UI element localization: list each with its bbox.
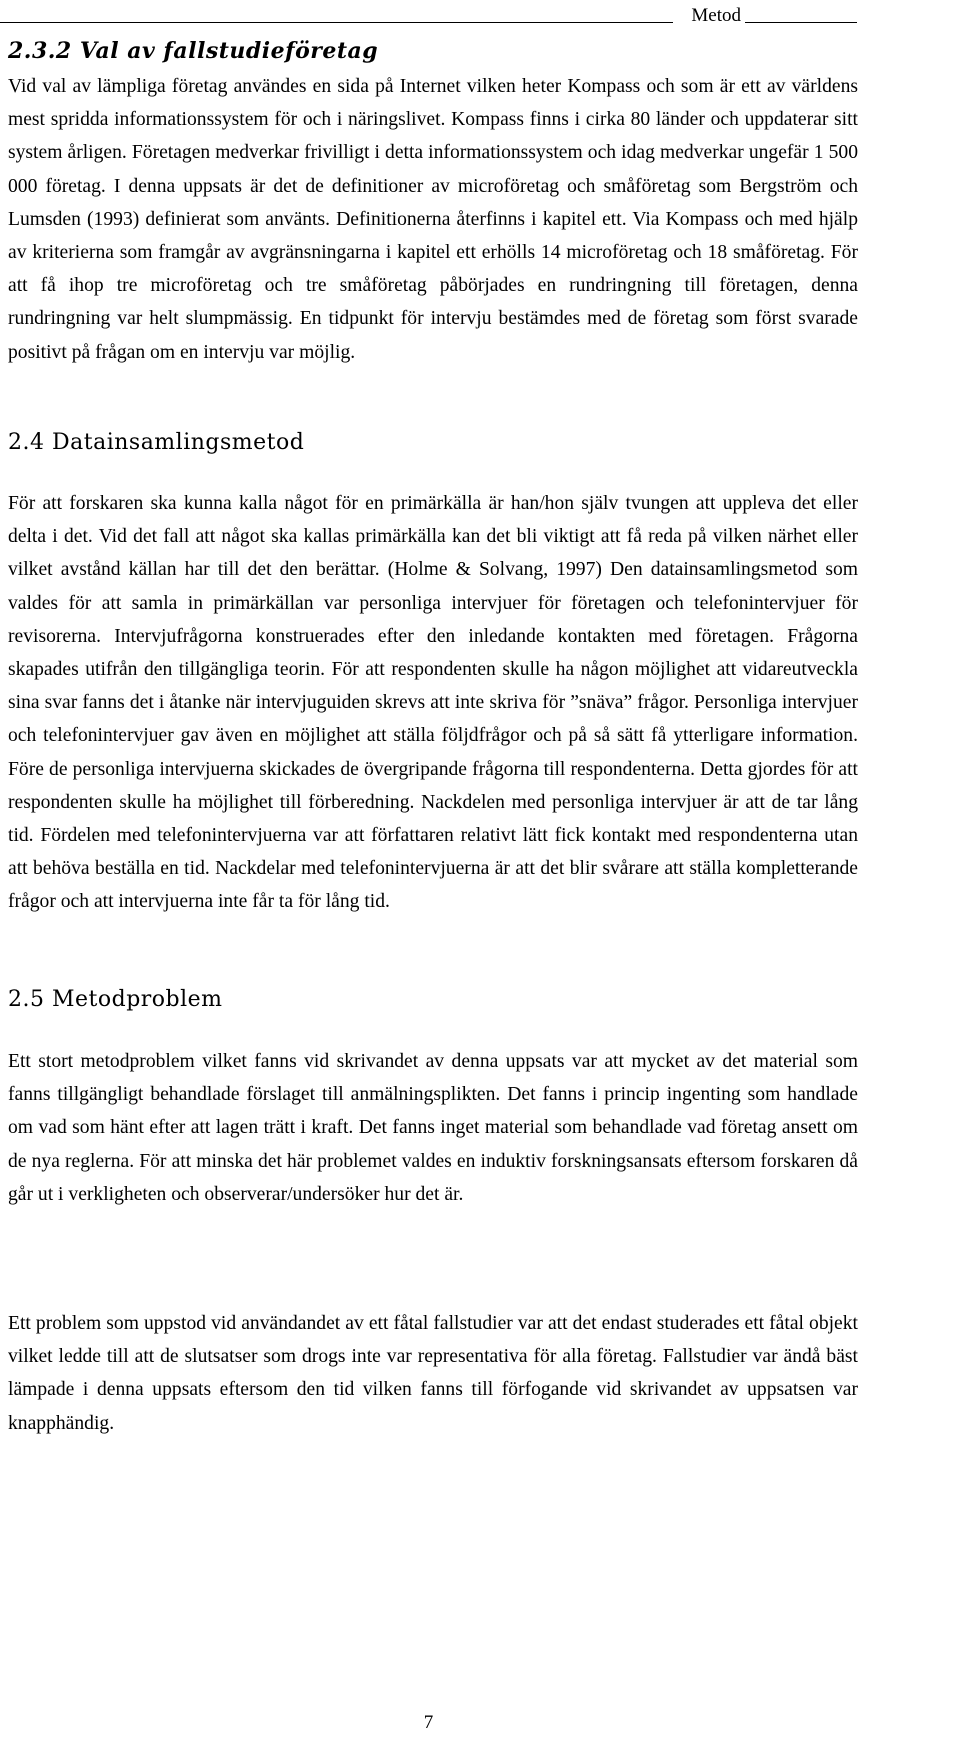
page-number: 7 <box>423 1712 434 1733</box>
body-paragraph: Ett stort metodproblem vilket fanns vid skrivandet av denna uppsats var att mycket av det material som fanns tillgängligt behandlade förslaget till anmälningsplikten. Det fanns i princip ingenting som handlade om vad som hänt efter att lagen trätt i kraft. Det fanns inget material som behandlade vad företag ansett om de nya reglerna. För att minska det här problemet valdes en induktiv forskningsansats eftersom forskaren då går ut i verkligheten och observerar/undersöker hur det är. <box>8 1051 858 1205</box>
header-rule-right <box>745 22 857 23</box>
body-paragraph: För att forskaren ska kunna kalla något för en primärkälla är han/hon själv tvungen att uppleva det eller delta i det. Vid det fall att något ska kallas primärkälla kan det bli viktigt att få reda på vilken närhet eller vilket avstånd källan har till det den berättar. (Holme & Solvang, 1997) Den datainsamlingsmetod som valdes för att samla in primärkällan var personliga intervjuer för företagen och telefonintervjuer för revisorerna. Intervjufrågorna konstruerades efter den inledande kontakten med företagen. Frågorna skapades utifrån den tillgängliga teorin. För att respondenten skulle ha någon möjlighet att vidareutveckla sina svar fanns det i åtanke när intervjuguiden skrevs att inte skriva för ”snäva” frågor. Personliga intervjuer och telefonintervjuer gav även en möjlighet att ställa följdfrågor och på så sätt få ytterligare information. Före de personliga intervjuerna skickades de övergripande frågorna till respondenterna. Detta gjordes för att respondenten skulle ha möjlighet till förberedning. Nackdelen med personliga intervjuer är att de tar lång tid. Fördelen med telefonintervjuerna var att författaren relativt lätt fick kontakt med respondenterna utan att behöva beställa en tid. Nackdelar med telefonintervjuerna är att det blir svårare att ställa kompletterande frågor och att intervjuerna inte får ta för lång tid. <box>8 493 858 913</box>
section-heading-2-3-2: 2.3.2 Val av fallstudieföretag <box>8 38 379 64</box>
section-heading-2-4: 2.4 Datainsamlingsmetod <box>8 430 305 455</box>
body-paragraph: Vid val av lämpliga företag användes en sida på Internet vilken heter Kompass och som är ett av världens mest spridda informationssystem för och i näringslivet. Kompass finns i cirka 80 länder och uppdaterar sitt system årligen. Företagen medverkar frivilligt i detta informationssystem och idag medverkar ungefär 1 500 000 företag. I denna uppsats är det de definitioner av microföretag och småföretag som Bergström och Lumsden (1993) definierat som använts. Definitionerna återfinns i kapitel ett. Via Kompass och med hjälp av kriterierna som framgår av avgränsningarna i kapitel ett erhölls 14 microföretag och 18 småföretag. För att få ihop tre microföretag och tre småföretag påbörjades en rundringning till företagen, denna rundringning var helt slumpmässig. En tidpunkt för intervju bestämdes med de företag som först svarade positivt på frågan om en intervju var möjlig. <box>8 76 858 363</box>
header-rule <box>0 22 673 23</box>
section-heading-2-5: 2.5 Metodproblem <box>8 987 223 1012</box>
body-paragraph: Ett problem som uppstod vid användandet av ett fåtal fallstudier var att det endast studerades ett fåtal objekt vilket ledde till att de slutsatser som drogs inte var representativa för alla företag. Fallstudier var ändå bäst lämpade i denna uppsats eftersom den tid vilken fanns till förfogande vid skrivandet av uppsatsen var knapphändig. <box>8 1313 858 1434</box>
header-title: Metod <box>691 5 741 26</box>
running-header <box>0 6 857 26</box>
